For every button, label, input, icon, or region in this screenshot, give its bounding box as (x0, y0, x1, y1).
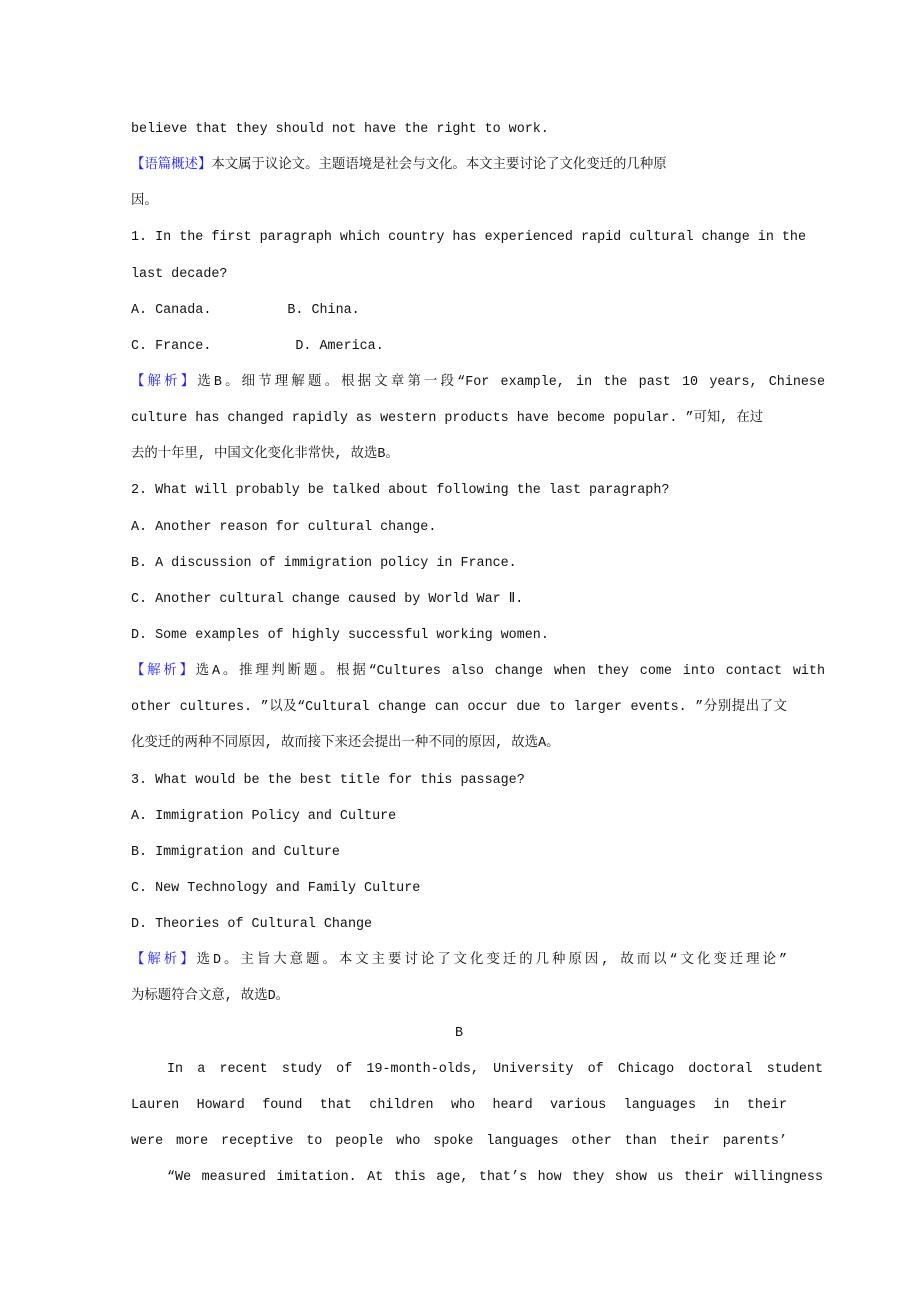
line-text: B. Immigration and Culture (131, 844, 340, 860)
line-text: other cultures. ”以及“Cultural change can occur due to larger events. ”分别提出了文 (131, 700, 787, 716)
text-line (131, 293, 825, 329)
text-line (131, 979, 825, 1015)
line-text: were more receptive to people who spoke languages other than their parents’ (131, 1133, 787, 1149)
line-text: believe that they should not have the right to work. (131, 122, 549, 137)
text-line (131, 618, 825, 654)
text-line (131, 871, 825, 907)
analysis-line (131, 654, 825, 690)
text-line (131, 1160, 823, 1196)
text-line (131, 184, 825, 220)
text-line (131, 473, 825, 509)
text-line (131, 510, 825, 546)
document-page (131, 112, 825, 1196)
option-text: D. America. (295, 338, 384, 354)
section-label: 【语篇概述】 (131, 158, 212, 174)
line-text: D. Some examples of highly successful working women. (131, 627, 549, 643)
line-text: 选D。主旨大意题。本文主要讨论了文化变迁的几种原因, 故而以“文化变迁理论” (196, 953, 787, 969)
analysis-line (131, 148, 825, 184)
text-line (131, 835, 825, 871)
line-text: Lauren Howard found that children who heard various languages in their (131, 1097, 787, 1113)
line-text: culture has changed rapidly as western products have become popular. ”可知, 在过 (131, 411, 764, 427)
text-line (131, 257, 825, 293)
line-text: 本文属于议论文。主题语境是社会与文化。本文主要讨论了文化变迁的几种原 (211, 158, 667, 174)
line-text: “We measured imitation. At this age, that’s how they show us their willingness (167, 1170, 823, 1186)
text-line (131, 112, 825, 148)
section-label: 【解析】 (131, 374, 198, 390)
line-text: 因。 (131, 194, 158, 210)
option-text: B. China. (287, 302, 360, 318)
text-line (131, 546, 825, 582)
line-text: 化变迁的两种不同原因, 故而接下来还会提出一种不同的原因, 故选A。 (131, 736, 560, 752)
text-line (131, 220, 825, 256)
line-text: A. Immigration Policy and Culture (131, 808, 397, 824)
line-text: C. France. (131, 338, 212, 354)
text-line (131, 799, 825, 835)
text-line (131, 1088, 787, 1124)
line-text: 2. What will probably be talked about following the last paragraph? (131, 483, 670, 499)
text-line (131, 401, 825, 437)
text-line (131, 582, 825, 618)
analysis-line (131, 943, 787, 979)
section-label: 【解析】 (131, 664, 196, 680)
text-line (131, 726, 825, 762)
text-line (131, 690, 787, 726)
line-text: 去的十年里, 中国文化变化非常快, 故选B。 (131, 447, 399, 463)
line-text: 为标题符合文意, 故选D。 (131, 989, 290, 1005)
line-text: D. Theories of Cultural Change (131, 917, 373, 933)
line-text: 选B。细节理解题。根据文章第一段“For example, in the past 10 years, Chinese (197, 374, 825, 390)
text-line (131, 1052, 823, 1088)
line-text: A. Canada. (131, 302, 212, 318)
text-line (131, 1124, 787, 1160)
line-text: In a recent study of 19-month-olds, University of Chicago doctoral student (167, 1061, 823, 1077)
line-text: B (454, 1025, 464, 1041)
text-line (131, 437, 825, 473)
section-heading (131, 1016, 787, 1052)
line-text: A. Another reason for cultural change. (131, 519, 437, 535)
text-line (131, 907, 825, 943)
line-text: 1. In the first paragraph which country has experienced rapid cultural change in the (131, 230, 806, 246)
line-text: B. A discussion of immigration policy in France. (131, 555, 517, 571)
text-line (131, 329, 825, 365)
line-text: C. New Technology and Family Culture (131, 880, 421, 896)
line-text: 3. What would be the best title for this passage? (131, 772, 525, 788)
text-line (131, 763, 825, 799)
analysis-line (131, 365, 825, 401)
line-text: 选A。推理判断题。根据“Cultures also change when they come into contact with (195, 664, 825, 680)
line-text: C. Another cultural change caused by World War Ⅱ. (131, 591, 524, 607)
section-label: 【解析】 (131, 953, 197, 969)
line-text: last decade? (131, 266, 228, 282)
